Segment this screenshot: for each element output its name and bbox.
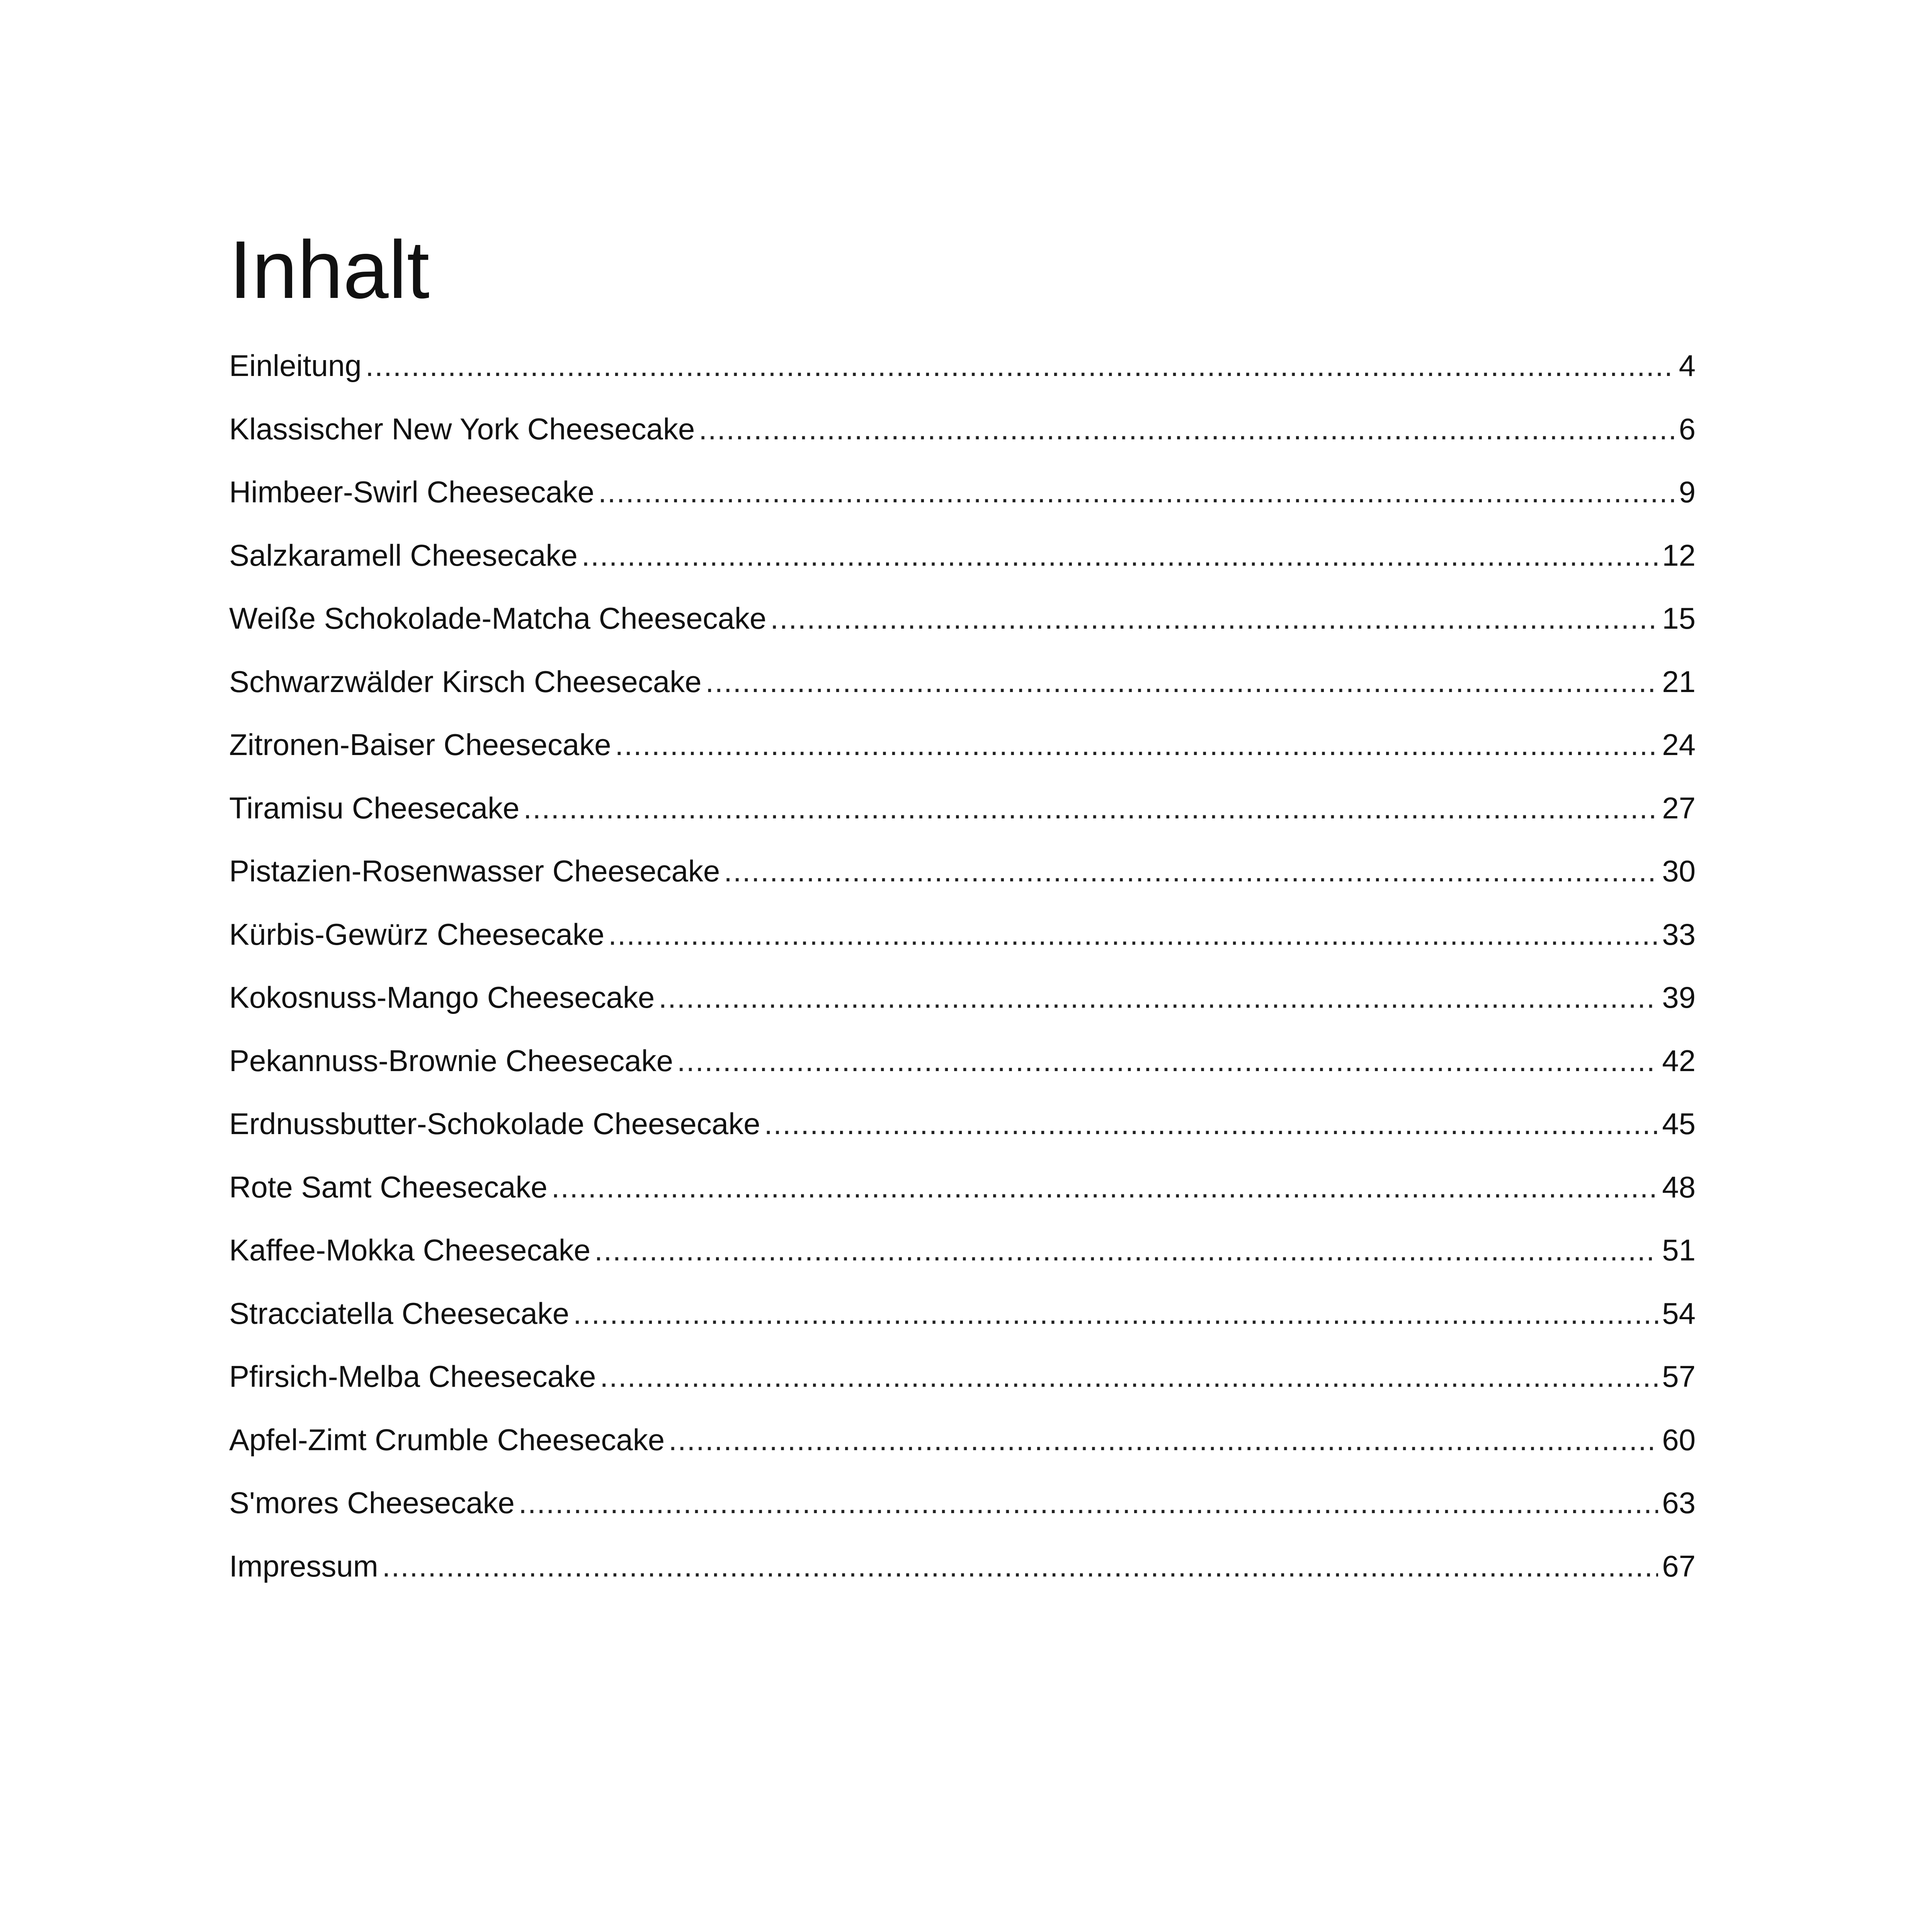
toc-entry-erdnussbutter[interactable] [229, 1104, 1696, 1168]
toc-entry-title: Kokosnuss-Mango Cheesecake [229, 980, 655, 1014]
toc-entry-page: 45 [1662, 1107, 1696, 1141]
toc-entry-title: Impressum [229, 1549, 378, 1583]
toc-dot-leader [677, 1041, 1658, 1080]
toc-entry-page: 30 [1662, 854, 1696, 888]
toc-entry-salzkaramell[interactable] [229, 536, 1696, 599]
toc-entry-title: Rote Samt Cheesecake [229, 1170, 548, 1204]
toc-entry-apfel-zimt[interactable] [229, 1420, 1696, 1484]
toc-entry-title: Einleitung [229, 349, 362, 383]
toc-entry-page: 33 [1662, 917, 1696, 951]
toc-entry-einleitung[interactable] [229, 346, 1696, 410]
toc-entry-page: 9 [1679, 475, 1696, 509]
toc-entry-page: 27 [1662, 791, 1696, 825]
toc-entry-title: Weiße Schokolade-Matcha Cheesecake [229, 601, 767, 635]
toc-entry-page: 15 [1662, 601, 1696, 635]
toc-entry-page: 54 [1662, 1296, 1696, 1330]
toc-entry-page: 63 [1662, 1486, 1696, 1520]
toc-dot-leader [366, 346, 1675, 385]
toc-dot-leader [519, 1483, 1658, 1522]
toc-entry-kaffee-mokka[interactable] [229, 1231, 1696, 1294]
toc-dot-leader [770, 599, 1658, 638]
toc-entry-title: Pekannuss-Brownie Cheesecake [229, 1043, 673, 1078]
toc-entry-title: S'mores Cheesecake [229, 1486, 515, 1520]
toc-entry-pekannuss[interactable] [229, 1041, 1696, 1105]
table-of-contents [229, 346, 1696, 1610]
toc-entry-title: Stracciatella Cheesecake [229, 1296, 570, 1330]
toc-entry-page: 67 [1662, 1549, 1696, 1583]
toc-dot-leader [573, 1294, 1658, 1333]
toc-entry-page: 48 [1662, 1170, 1696, 1204]
toc-entry-page: 51 [1662, 1233, 1696, 1267]
toc-dot-leader [658, 978, 1658, 1017]
toc-entry-title: Schwarzwälder Kirsch Cheesecake [229, 664, 702, 699]
toc-entry-kuerbis[interactable] [229, 915, 1696, 978]
toc-entry-page: 42 [1662, 1043, 1696, 1078]
toc-entry-rote-samt[interactable] [229, 1168, 1696, 1231]
toc-entry-page: 6 [1679, 412, 1696, 446]
toc-dot-leader [764, 1104, 1658, 1143]
toc-dot-leader [551, 1168, 1658, 1206]
toc-dot-leader [382, 1547, 1658, 1585]
toc-dot-leader [706, 662, 1658, 701]
toc-entry-stracciatella[interactable] [229, 1294, 1696, 1357]
toc-entry-smores[interactable] [229, 1483, 1696, 1547]
toc-entry-page: 60 [1662, 1422, 1696, 1457]
toc-dot-leader [608, 915, 1658, 954]
page-title: Inhalt [229, 224, 430, 315]
toc-entry-page: 4 [1679, 349, 1696, 383]
toc-entry-zitronen-baiser[interactable] [229, 725, 1696, 789]
toc-entry-page: 12 [1662, 538, 1696, 572]
toc-entry-title: Tiramisu Cheesecake [229, 791, 520, 825]
toc-entry-title: Kaffee-Mokka Cheesecake [229, 1233, 591, 1267]
toc-dot-leader [594, 1231, 1658, 1269]
toc-entry-title: Klassischer New York Cheesecake [229, 412, 695, 446]
toc-dot-leader [668, 1420, 1658, 1459]
toc-entry-title: Kürbis-Gewürz Cheesecake [229, 917, 605, 951]
toc-entry-title: Pfirsich-Melba Cheesecake [229, 1359, 596, 1393]
toc-entry-title: Salzkaramell Cheesecake [229, 538, 578, 572]
toc-dot-leader [523, 789, 1658, 827]
toc-entry-page: 39 [1662, 980, 1696, 1014]
toc-entry-title: Zitronen-Baiser Cheesecake [229, 728, 611, 762]
toc-entry-schwarzwaelder[interactable] [229, 662, 1696, 726]
toc-entry-matcha[interactable] [229, 599, 1696, 662]
toc-entry-title: Pistazien-Rosenwasser Cheesecake [229, 854, 720, 888]
toc-entry-kokosnuss[interactable] [229, 978, 1696, 1041]
toc-entry-pistazien[interactable] [229, 852, 1696, 915]
toc-dot-leader [615, 725, 1658, 764]
toc-entry-page: 57 [1662, 1359, 1696, 1393]
toc-dot-leader [582, 536, 1658, 575]
toc-dot-leader [600, 1357, 1658, 1396]
toc-entry-title: Himbeer-Swirl Cheesecake [229, 475, 594, 509]
toc-dot-leader [598, 473, 1675, 511]
toc-dot-leader [724, 852, 1658, 890]
toc-entry-title: Erdnussbutter-Schokolade Cheesecake [229, 1107, 760, 1141]
toc-entry-tiramisu[interactable] [229, 789, 1696, 852]
toc-entry-title: Apfel-Zimt Crumble Cheesecake [229, 1422, 665, 1457]
toc-entry-page: 21 [1662, 664, 1696, 699]
toc-entry-impressum[interactable] [229, 1547, 1696, 1610]
toc-entry-new-york[interactable] [229, 410, 1696, 473]
toc-dot-leader [699, 410, 1675, 448]
toc-entry-himbeer-swirl[interactable] [229, 473, 1696, 536]
toc-entry-pfirsich-melba[interactable] [229, 1357, 1696, 1420]
toc-entry-page: 24 [1662, 728, 1696, 762]
